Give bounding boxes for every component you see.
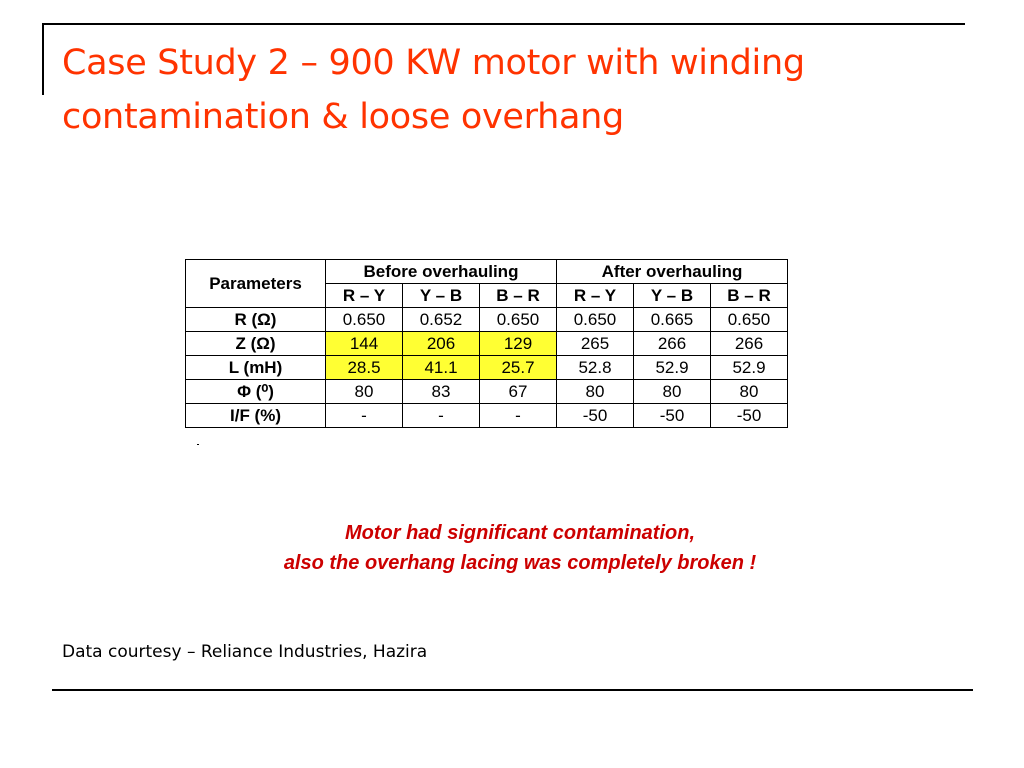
table-cell: - <box>403 404 480 428</box>
table-row-impedance <box>186 332 788 356</box>
table-cell: 0.650 <box>326 308 403 332</box>
observation-note <box>0 518 1024 578</box>
table-cell: 52.8 <box>557 356 634 380</box>
col-before-ry: R – Y <box>326 284 403 308</box>
table-cell: 80 <box>326 380 403 404</box>
table-cell: - <box>480 404 557 428</box>
header-parameters: Parameters <box>186 260 326 308</box>
table-cell: - <box>326 404 403 428</box>
table-row-current-frequency <box>186 404 788 428</box>
observation-note-line-1: Motor had significant contamination, <box>345 522 695 544</box>
table-cell: 80 <box>557 380 634 404</box>
table-cell: 80 <box>711 380 788 404</box>
stray-mark <box>197 444 199 445</box>
observation-note-line-2: also the overhang lacing was completely broken ! <box>283 552 757 574</box>
frame-left-line <box>42 23 44 95</box>
data-courtesy: Data courtesy – Reliance Industries, Hazira <box>62 642 428 662</box>
table-cell-highlighted: 129 <box>480 332 557 356</box>
table-row-phase-angle <box>186 380 788 404</box>
table-cell: 52.9 <box>711 356 788 380</box>
row-label: Z (Ω) <box>186 332 326 356</box>
table-cell: -50 <box>634 404 711 428</box>
row-label: R (Ω) <box>186 308 326 332</box>
table-cell-highlighted: 144 <box>326 332 403 356</box>
table-cell: 0.652 <box>403 308 480 332</box>
table-cell: 265 <box>557 332 634 356</box>
col-after-ry: R – Y <box>557 284 634 308</box>
slide-title-line-1: Case Study 2 – 900 KW motor with winding <box>62 43 805 83</box>
row-label: L (mH) <box>186 356 326 380</box>
table-cell: 0.650 <box>480 308 557 332</box>
table-cell: 266 <box>711 332 788 356</box>
row-label: I/F (%) <box>186 404 326 428</box>
slide-title-line-2: contamination & loose overhang <box>62 97 624 137</box>
slide-title <box>62 36 962 144</box>
header-before-overhauling: Before overhauling <box>326 260 557 284</box>
col-after-br: B – R <box>711 284 788 308</box>
table-cell: -50 <box>711 404 788 428</box>
col-after-yb: Y – B <box>634 284 711 308</box>
frame-top-line <box>42 23 965 25</box>
col-before-br: B – R <box>480 284 557 308</box>
table-cell-highlighted: 28.5 <box>326 356 403 380</box>
table-cell-highlighted: 25.7 <box>480 356 557 380</box>
table-cell: 67 <box>480 380 557 404</box>
table-cell-highlighted: 41.1 <box>403 356 480 380</box>
table-cell: 266 <box>634 332 711 356</box>
frame-bottom-line <box>52 689 973 691</box>
col-before-yb: Y – B <box>403 284 480 308</box>
header-after-overhauling: After overhauling <box>557 260 788 284</box>
table-cell: 0.650 <box>557 308 634 332</box>
table-cell: 80 <box>634 380 711 404</box>
table-cell: 0.650 <box>711 308 788 332</box>
parameters-table-container <box>185 259 788 428</box>
parameters-table <box>185 259 788 428</box>
table-cell: -50 <box>557 404 634 428</box>
table-row-resistance <box>186 308 788 332</box>
table-cell: 52.9 <box>634 356 711 380</box>
table-row-inductance <box>186 356 788 380</box>
table-cell: 83 <box>403 380 480 404</box>
row-label: Φ (⁰) <box>186 380 326 404</box>
table-cell-highlighted: 206 <box>403 332 480 356</box>
table-cell: 0.665 <box>634 308 711 332</box>
